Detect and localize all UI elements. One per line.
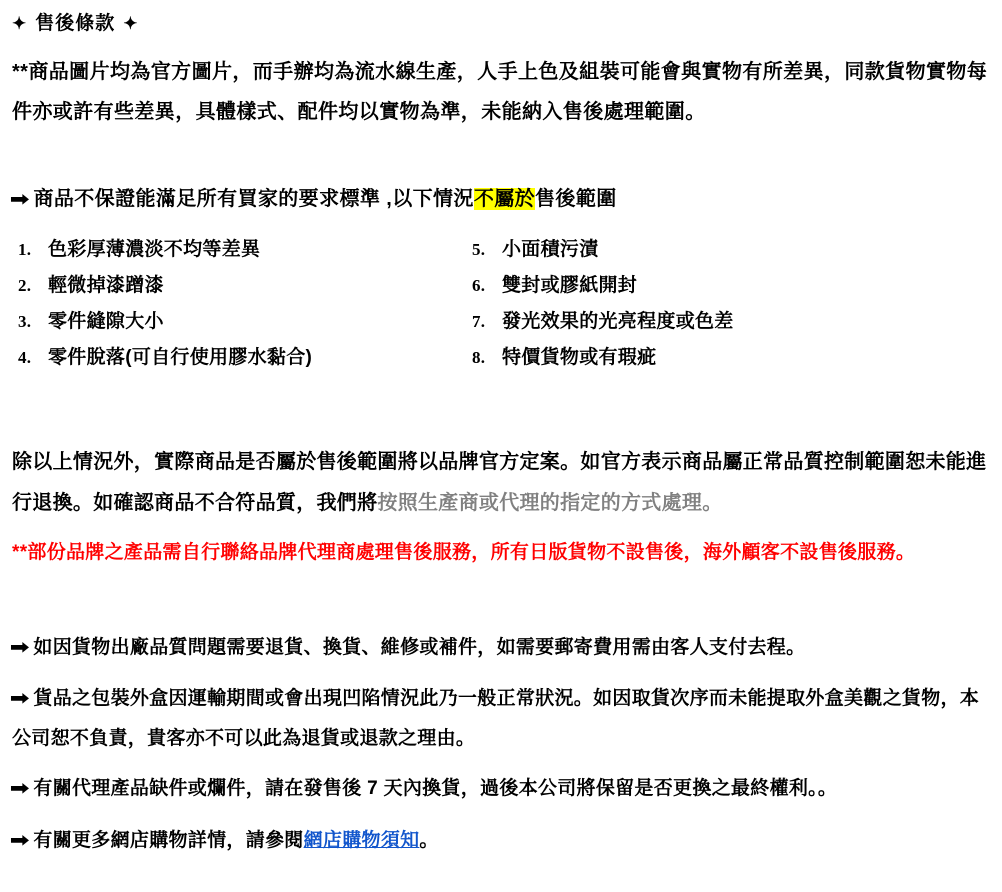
list-item <box>472 306 932 342</box>
list-item-number: 2. <box>18 276 32 295</box>
exclusion-heading <box>12 182 617 211</box>
exclusion-list-left <box>18 234 468 378</box>
list-item-number: 7. <box>472 312 486 331</box>
list-item-number: 3. <box>18 312 32 331</box>
bullet-exchange-window-text: 有關代理產品缺件或爛件，請在發售後 7 天內換貨，過後本公司將保留是否更換之最終權利。。 <box>33 778 838 799</box>
list-item-label: 小面積污漬 <box>502 239 599 260</box>
paragraph-quality-policy-part1: 除以上情況外，實際商品是否屬於售後範圍將以品牌官方定案。如官方表示商品屬正常品質控制範圍恕未能進行退換。如確認商品不合符品質，我們將 <box>12 451 987 514</box>
paragraph-quality-policy <box>12 442 990 524</box>
paragraph-disclaimer: **商品圖片均為官方圖片，而手辦均為流水線生產，人手上色及組裝可能會與實物有所差異，同款貨物實物每件亦或許有些差異，具體樣式、配件均以實物為準，未能納入售後處理範圍。 <box>12 61 988 123</box>
bullet-more-info-after: 。 <box>419 830 439 851</box>
list-item-label: 輕微掉漆蹭漆 <box>48 275 164 296</box>
list-item-number: 5. <box>472 240 486 259</box>
list-item-number: 4. <box>18 348 32 367</box>
list-item <box>18 306 468 342</box>
list-item-number: 8. <box>472 348 486 367</box>
page-title <box>12 8 139 35</box>
star-right-icon: ✦ <box>123 14 139 33</box>
exclusion-heading-highlight: 不屬於 <box>473 188 536 210</box>
list-item-label: 色彩厚薄濃淡不均等差異 <box>48 239 261 260</box>
list-item-label: 發光效果的光亮程度或色差 <box>502 311 734 332</box>
list-item <box>18 270 468 306</box>
list-item <box>472 234 932 270</box>
arrow-right-icon: ➡ <box>10 830 30 850</box>
bullet-shipping-fee-text: 如因貨物出廠品質問題需要退貨、換貨、維修或補件，如需要郵寄費用需由客人支付去程。 <box>33 637 806 658</box>
list-item <box>18 234 468 270</box>
paragraph-quality-policy-part2: 按照生產商或代理的指定的方式處理。 <box>377 492 723 514</box>
list-item-number: 6. <box>472 276 486 295</box>
shopping-guide-link[interactable]: 網店購物須知 <box>303 830 420 851</box>
list-item-label: 特價貨物或有瑕疵 <box>502 347 657 368</box>
arrow-right-icon: ➡ <box>10 688 30 708</box>
exclusion-heading-before: 商品不保證能滿足所有買家的要求標準 ,以下情況 <box>33 188 474 210</box>
list-item-label: 雙封或膠紙開封 <box>502 275 638 296</box>
bullet-more-info-before: 有關更多網店購物詳情，請參閱 <box>33 830 304 851</box>
page-title-text: 售後條款 <box>35 13 116 34</box>
list-item-number: 1. <box>18 240 32 259</box>
list-item <box>18 342 468 378</box>
list-item-label: 零件縫隙大小 <box>48 311 164 332</box>
list-item-label: 零件脫落(可自行使用膠水黏合) <box>48 347 313 368</box>
exclusion-heading-after: 售後範圍 <box>535 188 617 210</box>
exclusion-list-right <box>472 234 932 378</box>
bullet-more-info <box>12 820 990 861</box>
arrow-right-icon: ➡ <box>10 189 30 209</box>
arrow-right-icon: ➡ <box>10 778 30 798</box>
list-item <box>472 342 932 378</box>
bullet-box-condition <box>12 678 990 759</box>
arrow-right-icon: ➡ <box>10 637 30 657</box>
star-left-icon: ✦ <box>12 14 28 33</box>
bullet-exchange-window <box>12 768 990 809</box>
list-item <box>472 270 932 306</box>
bullet-box-condition-text: 貨品之包裝外盒因運輸期間或會出現凹陷情況此乃一般正常狀況。如因取貨次序而未能提取外盒美觀之貨物，本公司恕不負責，貴客亦不可以此為退貨或退款之理由。 <box>12 688 980 749</box>
bullet-shipping-fee <box>12 627 990 668</box>
paragraph-brand-agent-warning: **部份品牌之產品需自行聯絡品牌代理商處理售後服務，所有日版貨物不設售後，海外顧客不設售後服務。 <box>12 542 916 563</box>
